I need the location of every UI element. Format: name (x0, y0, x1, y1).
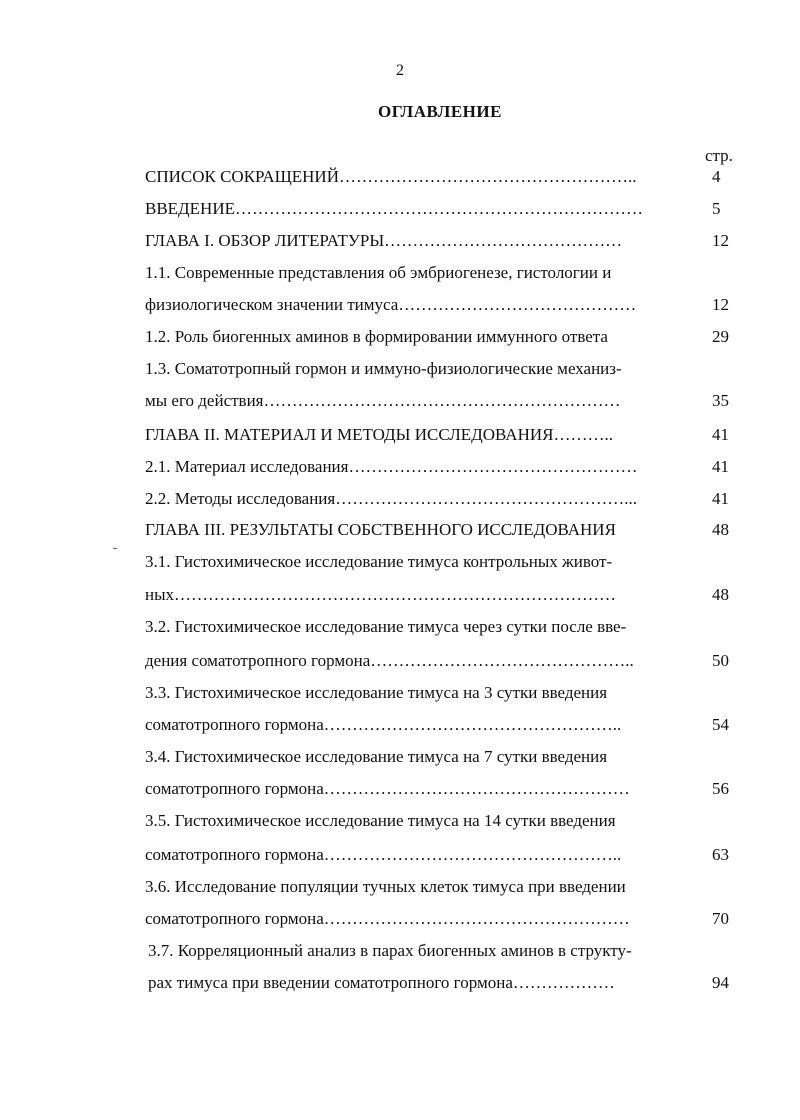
toc-entry-text: ГЛАВА I. ОБЗОР ЛИТЕРАТУРЫ…………………………………… (145, 231, 623, 250)
toc-entry (145, 550, 695, 574)
toc-entry-page: 35 (712, 391, 729, 410)
toc-entry-page: 94 (712, 973, 729, 992)
toc-entry (145, 809, 695, 833)
toc-entry (145, 389, 695, 413)
toc-entry (145, 423, 695, 447)
toc-entry-text: 2.2. Методы исследования……………………………………………... (145, 489, 637, 508)
toc-entry (145, 357, 695, 381)
toc-entry (145, 615, 695, 639)
toc-entry-text: соматотропного гормона…………………………………………….. (145, 715, 622, 734)
toc-entry-text: 3.1. Гистохимическое исследование тимуса контрольных живот- (145, 552, 613, 571)
toc-entry (145, 293, 695, 317)
toc-entry-page: 41 (712, 457, 729, 476)
toc-entry (145, 487, 695, 511)
toc-entry (145, 907, 695, 931)
toc-entry-text: ных…………………………………………………………………… (145, 585, 617, 604)
toc-entry-page: 41 (712, 425, 729, 444)
toc-entry-text: 3.2. Гистохимическое исследование тимуса через сутки после вве- (145, 617, 627, 636)
toc-entry (145, 165, 695, 189)
toc-entry-text: рах тимуса при введении соматотропного гормона……………… (148, 973, 615, 992)
toc-entry-page: 70 (712, 909, 729, 928)
toc-entry-text: 1.1. Современные представления об эмбриогенезе, гистологии и (145, 263, 612, 282)
toc-entry-page: 12 (712, 295, 729, 314)
toc-entry (145, 229, 695, 253)
toc-entry (145, 455, 695, 479)
toc-entry-page: 29 (712, 327, 729, 346)
toc-entry-text: соматотропного гормона…………………………………………….. (145, 845, 622, 864)
toc-entry-text: ВВЕДЕНИЕ……………………………………………………………… (145, 199, 643, 218)
toc-entry-page: 4 (712, 167, 721, 186)
toc-entry-text: 3.7. Корреляционный анализ в парах биогенных аминов в структу- (148, 941, 632, 960)
toc-entry (145, 649, 695, 673)
toc-entry (145, 875, 695, 899)
toc-entry (145, 583, 695, 607)
toc-entry-text: ГЛАВА II. МАТЕРИАЛ И МЕТОДЫ ИССЛЕДОВАНИЯ……….. (145, 425, 613, 444)
toc-entry-text: 3.6. Исследование популяции тучных клеток тимуса при введении (145, 877, 626, 896)
toc-entry-page: 12 (712, 231, 729, 250)
toc-entry (145, 325, 695, 349)
toc-entry (145, 681, 695, 705)
toc-entry-page: 56 (712, 779, 729, 798)
toc-entry (145, 261, 695, 285)
toc-entry-page: 48 (712, 520, 729, 539)
toc-entry-text: 3.4. Гистохимическое исследование тимуса на 7 сутки введения (145, 747, 608, 766)
toc-entry (145, 745, 695, 769)
toc-entry (145, 777, 695, 801)
page-title: ОГЛАВЛЕНИЕ (378, 102, 502, 121)
toc-entry-page: 63 (712, 845, 729, 864)
toc-entry-text: 2.1. Материал исследования…………………………………………… (145, 457, 638, 476)
toc-entry (145, 197, 695, 221)
toc-entry-text: ГЛАВА III. РЕЗУЛЬТАТЫ СОБСТВЕННОГО ИССЛЕДОВАНИЯ (145, 520, 616, 539)
toc-entry-text: соматотропного гормона……………………………………………… (145, 779, 630, 798)
toc-entry (145, 518, 695, 542)
toc-entry-text: 3.3. Гистохимическое исследование тимуса на 3 сутки введения (145, 683, 608, 702)
toc-entry-text: соматотропного гормона……………………………………………… (145, 909, 630, 928)
page-number: 2 (396, 62, 404, 79)
toc-entry-text: физиологическом значении тимуса…………………………………… (145, 295, 637, 314)
toc-entry-text: СПИСОК СОКРАЩЕНИЙ…………………………………………….. (145, 167, 637, 186)
toc-entry-text: 3.5. Гистохимическое исследование тимуса на 14 сутки введения (145, 811, 616, 830)
scan-mark (113, 548, 117, 549)
toc-entry-text: 1.3. Соматотропный гормон и иммуно-физиологические механиз- (145, 359, 622, 378)
page-column-label: стр. (705, 146, 733, 165)
toc-entry-text: дения соматотропного гормона……………………………………….. (145, 651, 634, 670)
toc-entry-text: 1.2. Роль биогенных аминов в формировании иммунного ответа (145, 327, 608, 346)
toc-entry-page: 48 (712, 585, 729, 604)
toc-entry-page: 50 (712, 651, 729, 670)
toc-entry (145, 713, 695, 737)
toc-entry (148, 971, 698, 995)
toc-entry (148, 939, 698, 963)
toc-entry-page: 54 (712, 715, 729, 734)
toc-entry-page: 5 (712, 199, 721, 218)
toc-entry-page: 41 (712, 489, 729, 508)
toc-entry (145, 843, 695, 867)
toc-entry-text: мы его действия……………………………………………………… (145, 391, 621, 410)
